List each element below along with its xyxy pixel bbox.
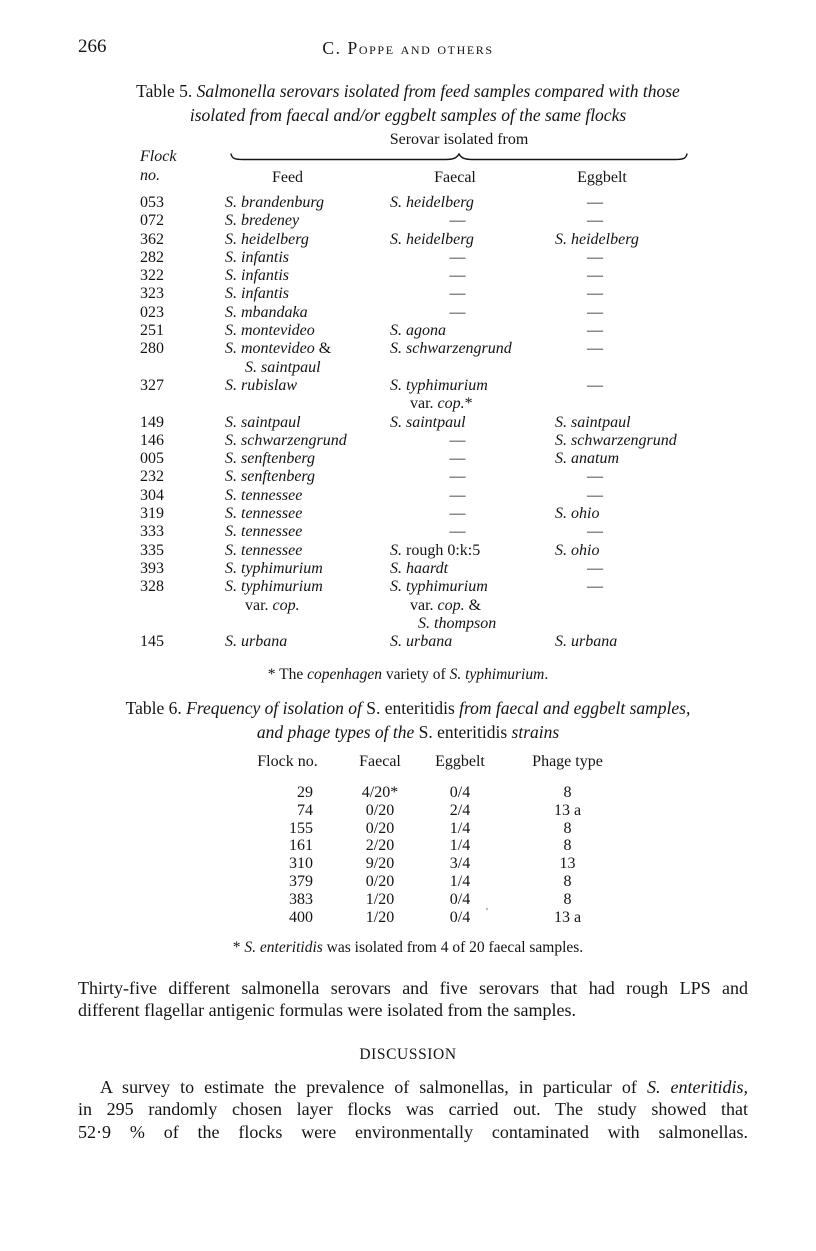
paragraph-line [78,977,748,999]
cell-line [225,450,390,468]
table6-row [250,909,595,927]
text-segment: * The [267,666,308,683]
cell-line [225,194,390,212]
table6-cell: 155 [289,819,313,837]
table5-flock-header-line2: no. [140,167,160,184]
text-segment: copenhagen [307,666,383,683]
text-segment: S. agona [390,322,446,340]
text-segment: S. saintpaul [225,413,301,431]
table6-cell: 74 [297,801,313,819]
table5-row [140,578,685,633]
text-segment: Thirty-five different salmonella serovars and five serovars that had rough LPS and [78,978,748,998]
table6-cell: 1/4 [449,819,471,837]
table5-cell [225,377,390,414]
table6-cell: 1/20 [365,890,395,908]
table6-cell: 8 [563,837,572,855]
table5-column-header-faecal: Faecal [434,169,476,186]
cell-line [225,359,390,377]
table5-cell [555,450,685,468]
table5-cell [225,523,390,541]
table5-cell [225,231,390,249]
text-segment: S. senftenberg [225,450,316,468]
print-speck: ' [486,906,488,918]
table6-cell: 1/4 [449,837,471,855]
cell-line [225,340,390,358]
text-segment: S. enteritidis [244,939,323,956]
table6-cell: 0/4 [449,890,471,908]
cell-line [225,560,390,578]
table6-column-header-eggbelt: Eggbelt [435,753,485,770]
table6-cell: 383 [289,890,313,908]
text-segment: S. urbana [555,633,618,651]
table6-cell: 400 [289,908,313,926]
flock-no-cell: 251 [140,322,164,340]
text-segment: S. heidelberg [390,194,474,211]
table5-row [140,487,685,505]
paragraph-discussion [78,1076,748,1143]
cell-line [225,432,390,450]
table5-cell: — [449,523,466,541]
text-segment: S. saintpaul [390,413,466,431]
table5-cell [390,578,555,633]
text-segment: S. typhimurium [225,559,323,577]
cell-line [390,542,555,560]
text-segment: S. typhimurium [449,666,545,683]
table5-cell [225,212,390,230]
table5-row [140,560,685,578]
text-segment: rough 0:k:5 [402,541,481,559]
table5-cell [225,249,390,267]
text-segment: cop. [272,596,300,614]
table6-cell: 8 [563,890,572,908]
cell-line [555,231,685,249]
table5-cell [390,633,555,651]
cell-line [225,505,390,523]
text-segment: 52·9 % of the flocks were environmentally contaminated with salmonellas. [78,1121,748,1142]
paragraph-line [78,999,748,1021]
table6-cell: 8 [563,819,572,837]
table5-cell [225,633,390,651]
table5-column-headers [140,169,685,187]
table5-row [140,450,685,468]
table6-cell: 310 [289,855,313,873]
flock-no-cell: 232 [140,468,164,486]
table5-row [140,304,685,322]
table6-cell: 1/4 [449,872,471,890]
cell-line [225,231,390,249]
table5-flock-header-line1: Flock [140,148,177,165]
table5-cell: — [587,267,603,285]
cell-line [555,505,685,523]
text-segment: S. thompson [418,614,497,632]
cell-line [225,487,390,505]
table6-column-header-faecal: Faecal [359,753,401,770]
text-segment: S. enteritidis [418,722,508,742]
table5-cell [555,231,685,249]
cell-line [225,267,390,285]
text-segment: S. heidelberg [390,230,474,248]
flock-no-cell: 335 [140,541,164,559]
text-segment: S. senftenberg [225,468,316,486]
table5-cell: — [449,431,466,449]
text-segment: S. infantis [225,285,290,303]
table5-cell [555,633,685,651]
table6-row [250,802,595,820]
table6-cell: 1/20 [365,908,395,926]
table5-footnote [0,666,816,684]
text-segment: S. rubislaw [225,376,298,394]
flock-no-cell: 146 [140,431,164,449]
flock-no-cell: 072 [140,212,164,230]
text-segment: & [464,596,482,614]
cell-line [225,633,390,651]
table5-cell [225,340,390,377]
table5-spanner-label: Serovar isolated from [389,131,529,148]
table5-cell [225,304,390,322]
table6-cell: 2/20 [365,837,395,855]
table5-row [140,194,685,212]
table5-cell: — [587,303,603,321]
discussion-heading: DISCUSSION [359,1046,457,1063]
table5-column-header-eggbelt: Eggbelt [577,169,627,186]
cell-line [555,450,685,468]
table6-row [250,837,595,855]
table5-cell: — [587,376,603,394]
table6-cell: 0/20 [365,801,395,819]
text-segment: var. [245,596,273,614]
table6-cell: 379 [289,872,313,890]
table5-cell [225,487,390,505]
text-segment: S. schwarzengrund [225,431,347,449]
table6-cell: 4/20* [361,784,399,801]
flock-no-cell: 319 [140,505,164,523]
flock-no-cell: 023 [140,303,164,321]
paragraph-line [78,1076,748,1098]
cell-line [390,231,555,249]
table5-row [140,285,685,303]
table5-cell [225,468,390,486]
cell-line [555,633,685,651]
table5-cell [390,377,555,414]
table5-row [140,249,685,267]
table5-cell: — [587,340,603,358]
table6-row [250,820,595,838]
text-segment: S. ohio [555,541,600,559]
table6-cell: 0/20 [365,872,395,890]
flock-no-cell: 280 [140,340,164,358]
table5-cell [390,340,555,377]
table5-rows [140,194,685,651]
table5-cell: — [587,212,603,230]
flock-no-cell: 323 [140,285,164,303]
table5-row [140,505,685,523]
text-segment: cop. [437,395,465,413]
text-segment: Table 6. [125,698,187,718]
cell-line [555,432,685,450]
text-segment: S. montevideo [225,322,315,340]
text-segment: S. urbana [390,633,453,651]
table5-row [140,377,685,414]
table5-cell: — [449,267,466,285]
cell-line [390,395,555,413]
flock-no-cell: 145 [140,633,164,651]
table5-column-header-feed: Feed [271,169,304,186]
text-segment: was isolated from 4 of 20 faecal samples. [322,939,584,956]
table5-column-header-spacer [140,169,225,187]
text-segment: S. typhimurium [390,376,488,394]
text-segment: different flagellar antigenic formulas were isolated from the samples. [78,1000,576,1021]
flock-no-cell: 149 [140,413,164,431]
table5-row [140,340,685,377]
text-segment: S. typhimurium [225,578,323,596]
table5-cell: — [449,450,466,468]
text-segment: S. tennessee [225,523,303,541]
cell-line [225,523,390,541]
flock-no-cell: 362 [140,230,164,248]
table6-cell: 8 [563,872,572,890]
text-segment: . [544,666,549,683]
table5-cell [225,505,390,523]
table6-footnote [0,939,816,957]
text-segment: var. [410,395,438,413]
text-segment: Frequency of isolation of [186,698,367,718]
cell-line [225,212,390,230]
table5-cell [390,560,555,578]
table6-cell: 3/4 [449,855,471,873]
table5-brace [230,153,688,165]
table5-cell: — [587,285,603,303]
cell-line [390,414,555,432]
table6-cell: 161 [289,837,313,855]
text-segment: Salmonella serovars isolated from feed samples compared with those [196,81,680,101]
table5-row [140,523,685,541]
table6-row [250,873,595,891]
cell-line [390,340,555,358]
cell-line [390,597,555,615]
table6-column-headers [250,753,603,771]
table5-cell: — [587,523,603,541]
table5-cell: — [587,194,603,211]
table5-cell: — [587,248,603,266]
text-segment: S. enteritidis [366,698,455,718]
cell-line [225,304,390,322]
table5-cell: — [449,285,466,303]
text-segment: S. schwarzengrund [555,431,677,449]
page-number: 266 [78,36,107,57]
text-segment: S. infantis [225,267,290,285]
flock-no-cell: 328 [140,578,164,596]
table5-cell: — [449,486,466,504]
cell-line [225,322,390,340]
table6-row [250,784,595,802]
table6-caption-line2 [0,722,816,743]
table5-cell: — [587,322,603,340]
table6-cell: 13 a [553,908,582,926]
cell-line [390,560,555,578]
table5-cell: — [449,505,466,523]
table5-cell: — [587,468,603,486]
flock-no-cell: 053 [140,194,164,211]
text-segment: isolated from faecal and/or eggbelt samples of the same flocks [189,105,627,125]
cell-line [225,597,390,615]
table5-row [140,633,685,651]
text-segment: S. typhimurium [390,578,488,596]
table5-row [140,322,685,340]
table6-cell: 8 [563,784,572,801]
cell-line [390,578,555,596]
cell-line [390,194,555,212]
table6-cell: 13 a [553,801,582,819]
table6-cell: 9/20 [365,855,395,873]
text-segment: S. saintpaul [555,413,631,431]
text-segment: S. tennessee [225,541,303,559]
text-segment: S. [390,541,402,559]
table5-cell [225,285,390,303]
table5-cell [390,414,555,432]
table5-cell: — [587,559,603,577]
table5-cell: — [449,248,466,266]
cell-line [225,377,390,395]
text-segment: S. tennessee [225,505,303,523]
flock-no-cell: 304 [140,486,164,504]
text-segment: S. mbandaka [225,303,308,321]
table5-cell [555,414,685,432]
text-segment: cop. [437,596,465,614]
flock-no-cell: 005 [140,450,164,468]
cell-line [225,285,390,303]
table5-cell [225,450,390,468]
text-segment: S. ohio [555,505,600,523]
text-segment: & [314,340,332,358]
cell-line [555,542,685,560]
text-segment: S. anatum [555,450,619,468]
text-segment: in 295 randomly chosen layer flocks was carried out. The study showed that [78,1099,748,1120]
text-segment: S. heidelberg [555,230,639,248]
table5-cell [225,194,390,212]
text-segment: A survey to estimate the prevalence of salmonellas, in particular of [100,1077,647,1097]
text-segment: S. montevideo [225,340,315,358]
text-segment: variety of [382,666,450,683]
cell-line [555,414,685,432]
cell-line [225,578,390,596]
paragraph-line [78,1098,748,1120]
text-segment: and phage types of the [256,722,419,742]
table5-cell [225,414,390,432]
flock-no-cell: 327 [140,376,164,394]
table6-cell: 0/4 [449,784,471,801]
text-segment: S. bredeney [225,212,300,230]
table6-column-header-phage-type: Phage type [532,753,603,770]
table5-cell [390,194,555,212]
cell-line [390,377,555,395]
table5-row [140,267,685,285]
table5-cell [225,560,390,578]
table5-row [140,212,685,230]
table5-row [140,414,685,432]
flock-no-cell: 282 [140,248,164,266]
text-segment: S. tennessee [225,486,303,504]
text-segment: S. brandenburg [225,194,324,211]
text-segment: from faecal and eggbelt samples, [454,698,691,718]
table6-cell: 0/20 [365,819,395,837]
flock-no-cell: 322 [140,267,164,285]
text-segment: S. saintpaul [245,358,321,376]
table6-cell: 0/4 [449,908,471,926]
running-head: C. Poppe and others [322,38,494,58]
flock-no-cell: 333 [140,523,164,541]
table6-row [250,855,595,873]
table5-cell [390,322,555,340]
text-segment: S. haardt [390,559,449,577]
table5-cell [390,231,555,249]
table6-caption-line1 [0,698,816,719]
paragraph-line [78,1121,748,1143]
table6-row [250,891,595,909]
text-segment: S. enteritidis, [646,1077,748,1097]
table6-cell: 29 [297,784,313,801]
table6-rows [250,784,595,926]
table5-cell: — [587,486,603,504]
text-segment: * [232,939,245,956]
table5-cell [390,542,555,560]
table5-cell: — [449,468,466,486]
text-segment: S. schwarzengrund [390,340,512,358]
table5-row [140,432,685,450]
table6-column-header-flock-no: Flock no. [257,753,318,770]
cell-line [390,322,555,340]
table5-caption-line1 [0,81,816,102]
text-segment: var. [410,596,438,614]
cell-line [390,633,555,651]
table5-cell [225,322,390,340]
table6-cell: 13 [559,855,576,873]
table5-cell: — [449,212,466,230]
cell-line [225,542,390,560]
text-segment: S. infantis [225,248,290,266]
flock-no-cell: 393 [140,559,164,577]
table5-row [140,231,685,249]
table5-cell [225,432,390,450]
cell-line [225,468,390,486]
table6 [250,753,603,926]
text-segment: S. heidelberg [225,230,309,248]
text-segment: strains [507,722,560,742]
table5-cell [225,542,390,560]
table5-cell [555,432,685,450]
table5-cell [555,542,685,560]
table5-caption-line2 [0,105,816,126]
table5-cell [225,578,390,633]
table5-row [140,468,685,486]
text-segment: S. urbana [225,633,288,651]
table5-cell [555,505,685,523]
text-segment: * [464,395,473,413]
table5-row [140,542,685,560]
table5-cell: — [587,578,603,596]
table5-cell [225,267,390,285]
cell-line [390,615,555,633]
cell-line [225,249,390,267]
cell-line [225,414,390,432]
table6-cell: 2/4 [449,801,471,819]
text-segment: Table 5. [136,81,197,101]
table5-cell: — [449,303,466,321]
paragraph-serovars [78,977,748,1022]
